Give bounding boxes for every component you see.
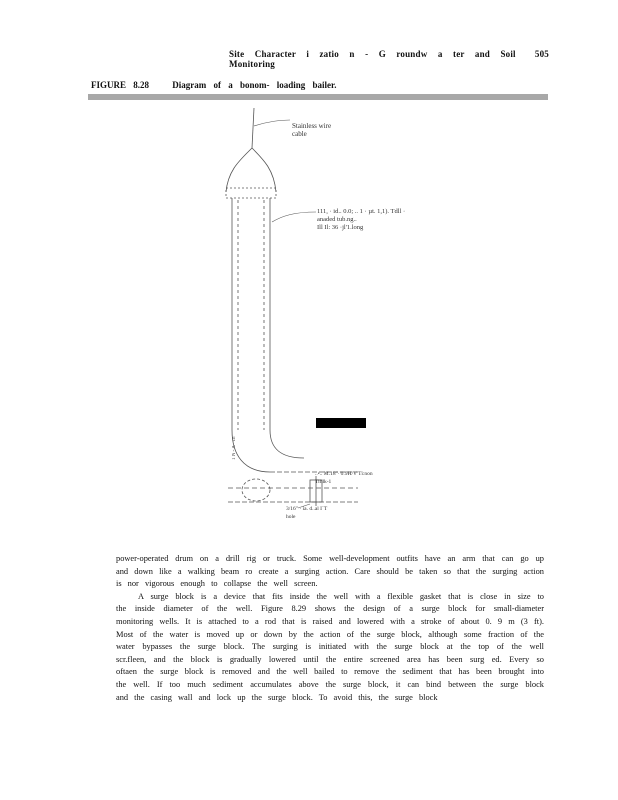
cable-label: Stainless wire cable bbox=[292, 122, 332, 138]
running-title: Site Character i zatio n - G roundw a ter and Soil Monitoring bbox=[229, 49, 516, 69]
bailer-top-collar bbox=[226, 188, 276, 198]
cable-line bbox=[252, 108, 254, 148]
body-text bbox=[116, 553, 544, 704]
bailer-cap bbox=[226, 148, 276, 192]
valve-label: ..•.. M.18"·'0.9H/V Ti:non Tihlk-1 bbox=[315, 471, 373, 485]
hole-label: 3/16" · ia. d..al I´T hole bbox=[286, 506, 328, 520]
side-label: 1 N - A · ch bbox=[232, 436, 237, 460]
figure-caption bbox=[91, 80, 336, 90]
paragraph-1: power-operated drum on a drill rig or truck. Some well-development outfits have an arm that can go up and down like a walking beam ro create a surging action. Care should be taken so that the surging action is nor vigorous enough to collapse the well screen. bbox=[116, 554, 544, 589]
check-ball bbox=[242, 479, 270, 501]
figure-label: FIGURE 8.28 bbox=[91, 80, 150, 90]
paragraph-2: A surge block is a device that fits inside the well with a flexible gasket that is close in size to the inside diameter of the well. Figure 8.29 shows the design of a surge block for small-diameter monitoring wells. It is attached to a rod that is raised and lowered with a stroke of about 0. 9 m (3 ft). Most of the water is moved up or down by the action of the surge block, although some fraction of the water bypasses the surge block. The surging is initiated with the surge block at the top of the well scr.fleen, and the block is gradually lowered until the entire screened area has been surg ed. Every so oftaen the surge block is removed and the well bailed to remove the sediment that has been brought into the well. If too much sediment accumulates above the surge block, it can bind between the surge block and the casing wall and lock up the surge block. To avoid this, the surge block bbox=[116, 591, 544, 702]
body-pointer bbox=[272, 212, 316, 222]
body-label: 111, · id.. 0.0; .. 1 · µt. 1,1). Tdll · anaded tub.ng.. Ill Il: 36 ·jl'1.long bbox=[317, 208, 406, 231]
running-header bbox=[229, 49, 549, 69]
figure-caption-text: Diagram of a bonom- loading bailer. bbox=[172, 80, 337, 90]
redaction-bar bbox=[316, 418, 366, 428]
page-number: 505 bbox=[534, 49, 549, 59]
cable-pointer bbox=[254, 120, 290, 126]
